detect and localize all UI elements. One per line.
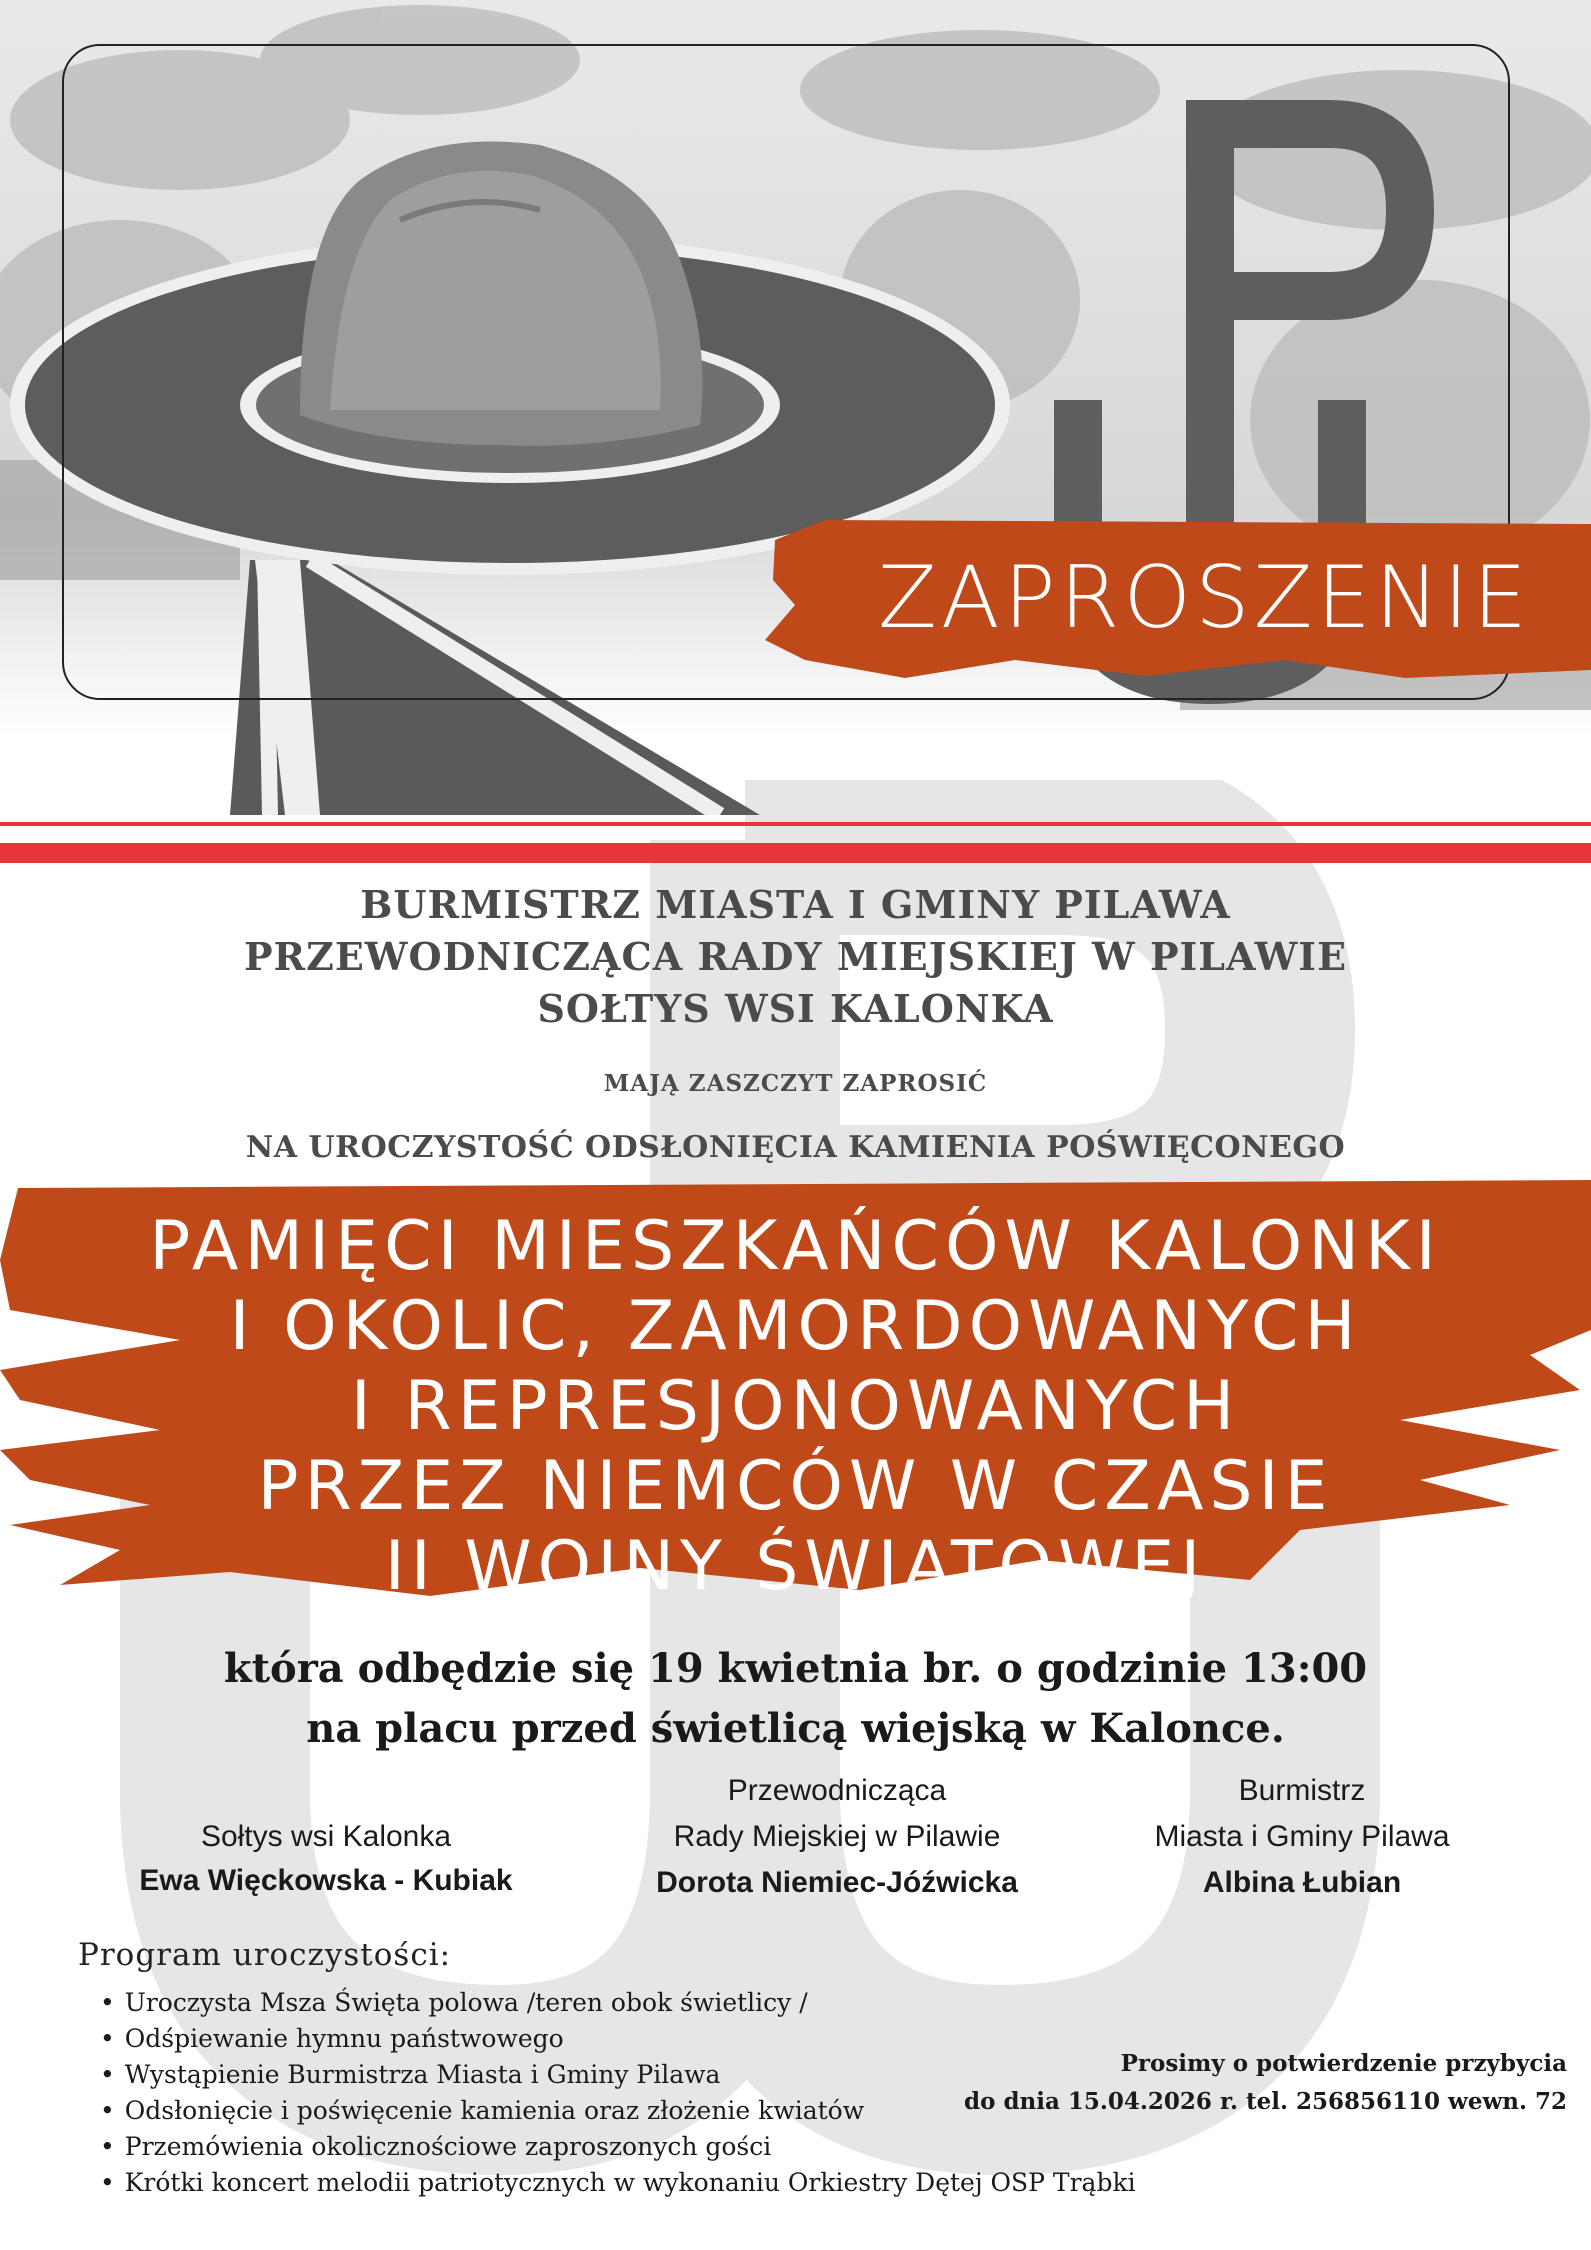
list-item: • Krótki koncert melodii patriotycznych w wykonaniu Orkiestry Dętej OSP Trąbki	[100, 2165, 1136, 2201]
memorial-line-5: II WOJNY ŚWIATOWEJ	[384, 1527, 1207, 1606]
list-item: • Wystąpienie Burmistrza Miasta i Gminy Pilawa	[100, 2057, 1136, 2093]
signature-role-line-2: Miasta i Gminy Pilawa	[1154, 1820, 1450, 1853]
intro-text: MAJĄ ZASZCZYT ZAPROSIĆ	[603, 1070, 988, 1097]
list-item: • Przemówienia okolicznościowe zaproszonych gości	[100, 2129, 1136, 2165]
signature-mayor	[1072, 1768, 1532, 1906]
signature-role-line-1: Przewodnicząca	[727, 1774, 947, 1807]
signature-name: Dorota Niemiec-Jóźwicka	[656, 1866, 1018, 1899]
memorial-line-2: I OKOLIC, ZAMORDOWANYCH	[229, 1287, 1362, 1366]
signature-name: Ewa Więckowska - Kubiak	[139, 1864, 513, 1897]
signature-role-line-1: Burmistrz	[1238, 1774, 1366, 1807]
occasion-text: NA UROCZYSTOŚĆ ODSŁONIĘCIA KAMIENIA POŚWIĘCONEGO	[245, 1130, 1346, 1165]
memorial-line-1: PAMIĘCI MIESZKAŃCÓW KALONKI	[149, 1207, 1442, 1286]
signature-role-line-2: Rady Miejskiej w Pilawie	[673, 1820, 1001, 1853]
event-place: na placu przed świetlicą wiejską w Kalonce.	[306, 1705, 1285, 1752]
signature-role: Sołtys wsi Kalonka	[200, 1820, 452, 1853]
list-item: • Uroczysta Msza Święta polowa /teren obok świetlicy /	[100, 1985, 1136, 2021]
list-item: • Odśpiewanie hymnu państwowego	[100, 2021, 1136, 2057]
host-mayor: BURMISTRZ MIASTA I GMINY PILAWA	[360, 882, 1231, 927]
host-village-head: SOŁTYS WSI KALONKA	[537, 986, 1054, 1031]
signature-council-chair	[607, 1768, 1067, 1906]
memorial-line-4: PRZEZ NIEMCÓW W CZASIE	[257, 1447, 1334, 1526]
event-date: która odbędzie się 19 kwietnia br. o godzinie 13:00	[223, 1645, 1368, 1692]
rsvp-line-2: do dnia 15.04.2026 r. tel. 256856110 wewn. 72	[964, 2088, 1567, 2115]
rsvp-note	[964, 2045, 1567, 2121]
flag-stripe-thin	[0, 822, 1591, 826]
list-item: • Odsłonięcie i poświęcenie kamienia oraz złożenie kwiatów	[100, 2093, 1136, 2129]
signature-village-head	[96, 1815, 556, 1903]
flag-stripe-thick	[0, 843, 1591, 863]
rsvp-line-1: Prosimy o potwierdzenie przybycia	[1120, 2050, 1567, 2077]
memorial-line-3: I REPRESJONOWANYCH	[350, 1367, 1241, 1446]
host-council-chair: PRZEWODNICZĄCA RADY MIEJSKIEJ W PILAWIE	[243, 934, 1348, 979]
signature-name: Albina Łubian	[1202, 1866, 1402, 1899]
program-title: Program uroczystości:	[78, 1937, 452, 1973]
banner-title: ZAPROSZENIE	[878, 548, 1531, 648]
